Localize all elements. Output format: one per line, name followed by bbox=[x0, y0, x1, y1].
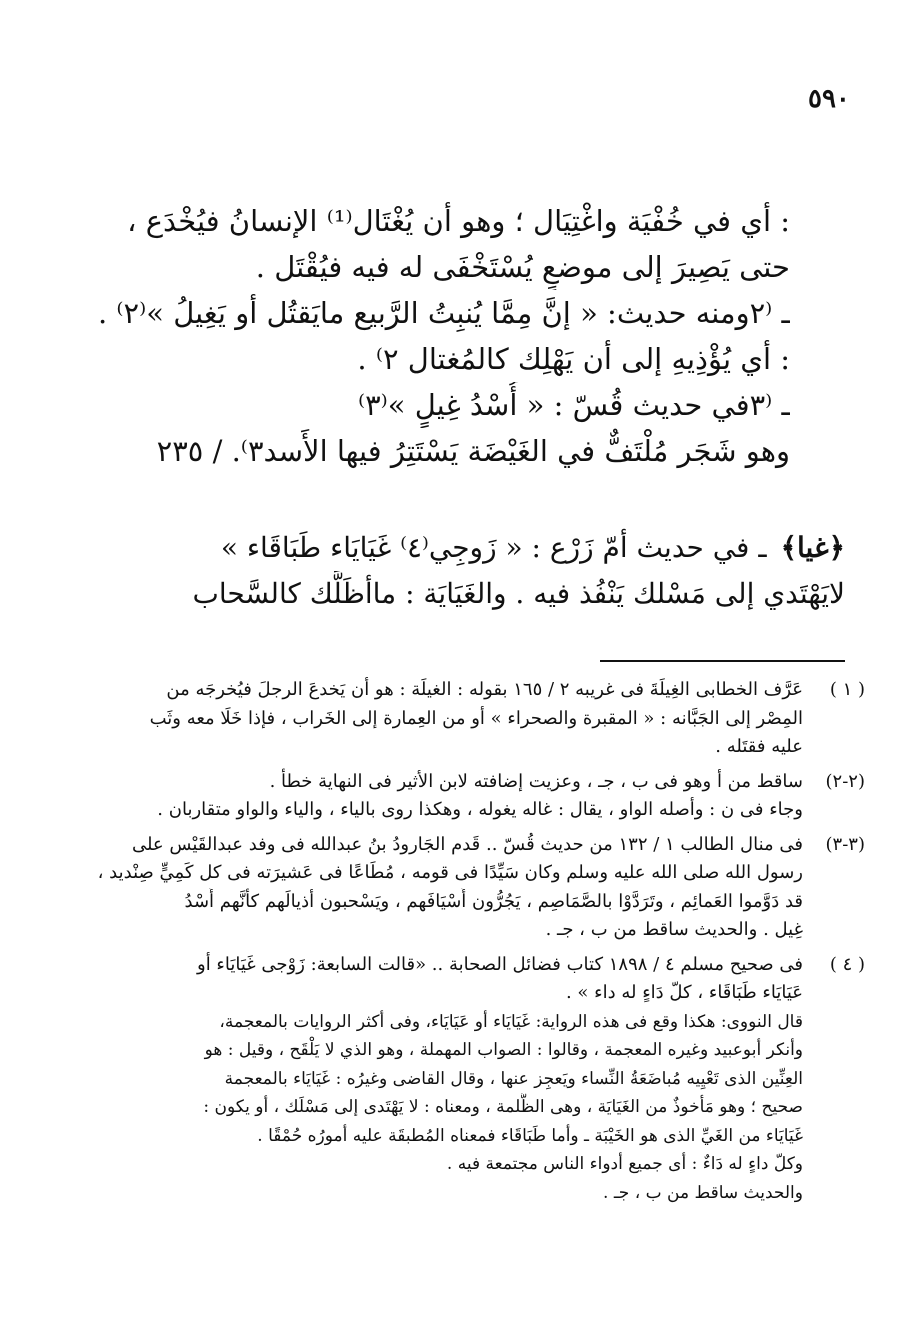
footnote-separator bbox=[600, 660, 845, 662]
footnote-line: فى منال الطالب ١ / ١٣٢ من حديث قُسّ .. قَدم الجَارودُ بنُ عبدالله فى وفد عبدالقَيْس على bbox=[131, 833, 803, 855]
main-line: : أي في خُفْيَة واغْتِيَال ؛ وهو أن يُغْتَال⁽¹⁾ الإنسانُ فيُخْدَع ، bbox=[127, 204, 790, 238]
footnote-subline: قال النووى: هكذا وقع فى هذه الرواية: غَيَايَاء أو عَيَايَاء، وفى أكثر الروايات بالمعجمة، bbox=[219, 1011, 803, 1032]
footnote-subline: والحديث ساقط من ب ، جـ . bbox=[603, 1182, 803, 1203]
footnote-subline: غَيَايَاء من الغَيِّ الذى هو الخَيْبَة ـ وأما طَبَاقَاء فمعناه المُطبقَة عليه أمورُه حُمْقًا . bbox=[257, 1125, 803, 1146]
footnote-number: (٢-٢) bbox=[825, 770, 865, 792]
footnote-line: ساقط من أ وهو فى ب ، جـ ، وعزيت إضافته لابن الأثير فى النهاية خطأ . bbox=[269, 770, 803, 792]
footnote-line: عليه فقتَله . bbox=[715, 736, 803, 757]
footnote-line: قد دَوَّموا العَمائِم ، وتَرَدَّوْا بالصَّمَاصِم ، يَجُرُّون أَسْيَافَهم ، ويَسْحبون أذيالَهم كأنَّهم أُسْدُ bbox=[184, 890, 803, 912]
main-entry-text bbox=[95, 198, 790, 474]
footnote bbox=[95, 831, 865, 945]
footnote-line: عَيَايَاء طَبَاقَاء ، كلّ دَاءٍ له داء » . bbox=[565, 982, 803, 1003]
entry-keyword: ﴿غيا﴾ bbox=[780, 531, 845, 564]
footnote-line: عَرَّف الخطابى الغِيلَةَ فى غريبه ٢ / ١٦٥ بقوله : الغيلَة : هو أن يَخدعَ الرجلَ فيُخرجَه من bbox=[166, 679, 803, 700]
entry-line bbox=[120, 525, 845, 571]
entry-text: ـ في حديث أمّ زَرْع : « زَوجِي⁽٤⁾ غَيَايَاء طَبَاقَاء » bbox=[220, 531, 767, 564]
main-line: ـ ⁽٣في حديث قُسّ : « أُسْدُ غِيلٍ »⁽٣⁾ bbox=[357, 388, 790, 422]
entry-line: لايَهْتَدي إلى مَسْلك يَنْفُذ فيه . والغَيَايَة : ماأظَلَّك كالسَّحاب bbox=[192, 577, 845, 610]
main-line: حتى يَصِيرَ إلى موضعٍ يُسْتَخْفَى له فيه فيُقْتَل . bbox=[255, 250, 790, 284]
footnote bbox=[95, 676, 865, 762]
footnote-line: المِصْر إلى الجَبَّانه : « المقبرة والصحراء » أو من العِمارة إلى الخَراب ، فإذا خَلَا معه وثَب bbox=[149, 707, 803, 729]
entry-ghaya bbox=[120, 525, 845, 617]
footnote bbox=[95, 951, 865, 1208]
footnote-line: فى صحيح مسلم ٤ / ١٨٩٨ كتاب فضائل الصحابة .. «قالت السابعة: زَوْجى غَيَايَاء أو bbox=[197, 953, 803, 975]
footnote-line: وجاء فى ن : وأصله الواو ، يقال : غاله يغوله ، وهكذا روى بالياء ، والياء والواو متقاربان . bbox=[157, 799, 803, 820]
footnote-subline: وكلّ داءٍ له دَاءٌ : أى جميع أدواء الناس مجتمعة فيه . bbox=[446, 1154, 803, 1174]
footnote-line: غِيل . والحديث ساقط من ب ، جـ . bbox=[545, 919, 803, 940]
footnote-subline: العِنِّين الذى تَعْيِيه مُباضَعَةُ النِّساء ويَعجِز عنها ، وقال القاضى وغيرُه : غَيَايَاء بالمعجمة bbox=[224, 1068, 803, 1089]
footnote bbox=[95, 768, 865, 825]
main-line: : أي يُؤْذِيهِ إلى أن يَهْلِك كالمُغتال ٢⁾ . bbox=[357, 342, 790, 376]
footnotes bbox=[95, 676, 865, 1213]
footnote-subline: صحيح ؛ وهو مَأخوذٌ من الغَيَايَة ، وهى الظُّلمة ، ومعناه : لا يَهْتَدى إلى مَسْلَك ، أو يكون : bbox=[203, 1097, 803, 1117]
footnote-number: ( ٤ ) bbox=[829, 953, 865, 975]
page-number: ٥٩٠ bbox=[808, 84, 850, 114]
footnote-line: رسول الله صلى الله عليه وسلم وكان سَيِّدًا فى قومه ، مُطَاعًا فى عَشيرَته فى كل كَمِيٍّ صِنْديد ، bbox=[97, 862, 803, 883]
footnote-number: (٣-٣) bbox=[825, 833, 865, 855]
footnote-number: ( ١ ) bbox=[829, 679, 865, 700]
main-line: وهو شَجَر مُلْتَفٌّ في الغَيْضَة يَسْتَتِرُ فيها الأَسد٣⁾. / ٢٣٥ bbox=[156, 434, 790, 468]
footnote-subline: وأنكر أبوعبيد وغيره المعجمة ، وقالوا : الصواب المهملة ، وهو الذي لا يَلْقَح ، وقيل : هو bbox=[204, 1040, 803, 1060]
main-line: ـ ⁽٢ومنه حديث: « إنَّ مِمَّا يُنبِتُ الرَّبيع مايَقتُل أو يَغِيلُ »⁽٢⁾ . bbox=[97, 296, 790, 330]
